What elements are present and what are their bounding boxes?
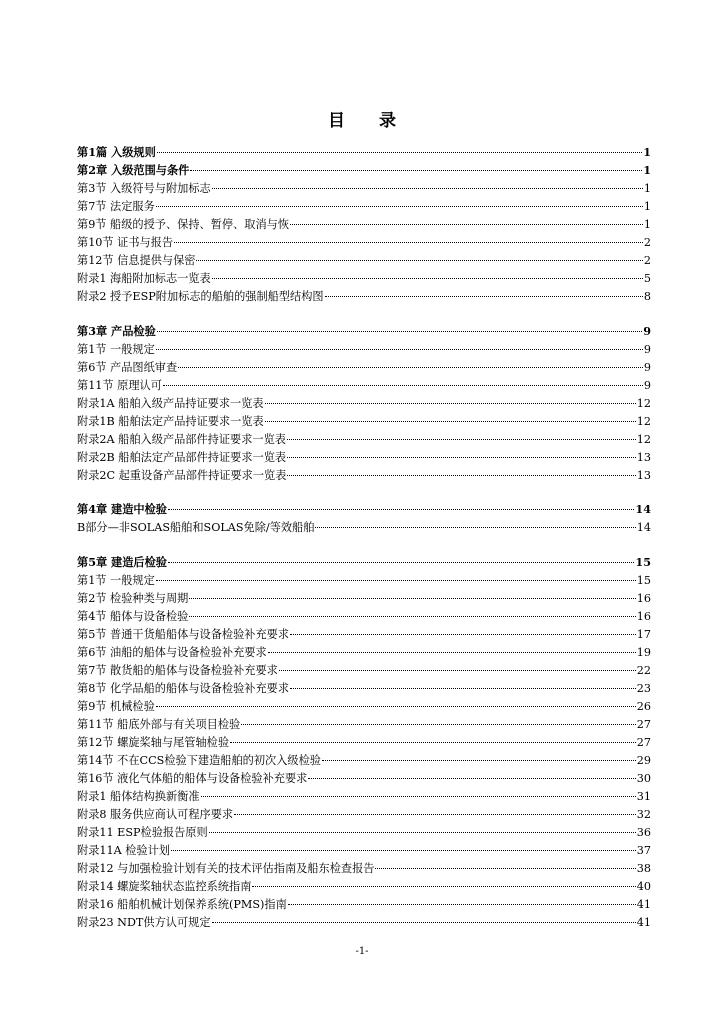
toc-entry[interactable]: [77, 449, 651, 466]
toc-page-number: 29: [636, 754, 651, 767]
toc-page-number: 9: [643, 361, 651, 374]
leader-dots: [201, 796, 636, 797]
toc-entry-title: 第3章 产品检验: [77, 324, 156, 338]
toc-entry[interactable]: [77, 590, 651, 607]
toc-entry-title: 第11节 原理认可: [77, 379, 162, 392]
toc-entry[interactable]: [77, 252, 651, 269]
toc-entry-title: 第7节 法定服务: [77, 200, 155, 213]
toc-entry-title: 附录1 船体结构换新衡准: [77, 790, 200, 803]
toc-page-number: 12: [636, 415, 651, 428]
toc-page-number: 17: [636, 628, 651, 641]
leader-dots: [168, 562, 634, 563]
leader-dots: [196, 260, 642, 261]
toc-page-number: 32: [636, 808, 651, 821]
toc-page-number: 13: [636, 451, 651, 464]
toc-page-number: 2: [643, 236, 651, 249]
toc-entry-title: 附录14 螺旋桨轴状态监控系统指南: [77, 880, 252, 893]
leader-dots: [212, 188, 643, 189]
toc-entry[interactable]: [77, 359, 651, 376]
toc-entry-title: 附录16 船舶机械计划保养系统(PMS)指南: [77, 898, 287, 911]
toc-page-number: 14: [636, 521, 651, 534]
toc-page-number: 8: [643, 290, 651, 303]
toc-entry-title: 附录11 ESP检验报告原则: [77, 826, 208, 839]
toc-entry[interactable]: [77, 914, 651, 931]
toc-entry[interactable]: [77, 395, 651, 412]
toc-entry[interactable]: [77, 824, 651, 841]
toc-entry[interactable]: [77, 270, 651, 287]
toc-page-number: 5: [643, 272, 651, 285]
toc-entry[interactable]: [77, 413, 651, 430]
toc-page-number: 12: [636, 397, 651, 410]
leader-dots: [156, 706, 636, 707]
toc-entry-title: 附录2B 船舶法定产品部件持证要求一览表: [77, 451, 287, 464]
toc-page-number: 12: [636, 433, 651, 446]
toc-page-number: 9: [643, 324, 651, 338]
toc-entry-title: 附录1A 船舶入级产品持证要求一览表: [77, 397, 264, 410]
toc-entry-title: 第8节 化学品船的船体与设备检验补充要求: [77, 682, 290, 695]
toc-entry-title: 第12节 信息提供与保密: [77, 254, 196, 267]
toc-entry[interactable]: [77, 698, 651, 715]
toc-entry[interactable]: [77, 860, 651, 877]
toc-entry-title: 第1节 一般规定: [77, 574, 155, 587]
toc-page-number: 38: [636, 862, 651, 875]
leader-dots: [241, 724, 636, 725]
toc-entry-title: 第4章 建造中检验: [77, 502, 167, 516]
leader-dots: [212, 278, 643, 279]
toc-entry-title: 附录11A 检验计划: [77, 844, 170, 857]
toc-page-number: 22: [636, 664, 651, 677]
toc-page-number: 31: [636, 790, 651, 803]
leader-dots: [268, 652, 636, 653]
toc-entry[interactable]: [77, 626, 651, 643]
toc-entry-title: 第2节 检验种类与周期: [77, 592, 189, 605]
toc-entry[interactable]: [77, 144, 651, 161]
toc-entry[interactable]: [77, 806, 651, 823]
toc-page-number: 16: [636, 592, 651, 605]
toc-page-number: 2: [643, 254, 651, 267]
leader-dots: [290, 688, 636, 689]
leader-dots: [189, 616, 635, 617]
toc-page-number: 36: [636, 826, 651, 839]
toc-page-number: 41: [636, 898, 651, 911]
page-number-footer: -1-: [355, 946, 369, 957]
toc-page-number: 1: [643, 200, 651, 213]
toc-entry[interactable]: [77, 467, 651, 484]
leader-dots: [288, 904, 636, 905]
toc-entry[interactable]: [77, 323, 651, 340]
leader-dots: [287, 475, 635, 476]
toc-page-number: 1: [643, 218, 651, 231]
toc-entry-title: 第11节 船底外部与有关项目检验: [77, 718, 241, 731]
leader-dots: [234, 814, 636, 815]
toc-entry[interactable]: [77, 198, 651, 215]
toc-entry-title: 附录1 海船附加标志一览表: [77, 272, 211, 285]
leader-dots: [209, 832, 636, 833]
toc-entry[interactable]: [77, 662, 651, 679]
toc-entry[interactable]: [77, 770, 651, 787]
toc-entry[interactable]: [77, 180, 651, 197]
toc-entry[interactable]: [77, 788, 651, 805]
toc-entry-title: 附录23 NDT供方认可规定: [77, 916, 211, 929]
toc-entry[interactable]: [77, 644, 651, 661]
leader-dots: [322, 760, 636, 761]
toc-entry[interactable]: [77, 734, 651, 751]
toc-entry-title: 附录8 服务供应商认可程序要求: [77, 808, 234, 821]
toc-entry[interactable]: [77, 288, 651, 305]
toc-entry-title: 第7节 散货船的船体与设备检验补充要求: [77, 664, 278, 677]
leader-dots: [157, 152, 642, 153]
toc-entry-title: 第12节 螺旋桨轴与尾管轴检验: [77, 736, 230, 749]
toc-entry-title: 第3节 入级符号与附加标志: [77, 182, 211, 195]
toc-entry-title: 第10节 证书与报告: [77, 236, 174, 249]
toc-page-number: 16: [636, 610, 651, 623]
leader-dots: [290, 634, 636, 635]
toc-entry-title: 第16节 液化气体船的船体与设备检验补充要求: [77, 772, 308, 785]
toc-page-number: 30: [636, 772, 651, 785]
leader-dots: [174, 242, 643, 243]
toc-page-number: 37: [636, 844, 651, 857]
toc-page-number: 26: [636, 700, 651, 713]
leader-dots: [308, 778, 635, 779]
leader-dots: [287, 457, 636, 458]
toc-entry[interactable]: [77, 878, 651, 895]
toc-page-number: 1: [643, 163, 651, 177]
leader-dots: [163, 385, 643, 386]
toc-entry-title: 第4节 船体与设备检验: [77, 610, 189, 623]
leader-dots: [156, 580, 636, 581]
leader-dots: [290, 224, 643, 225]
toc-entry-title: 第1节 一般规定: [77, 343, 155, 356]
toc-entry-title: 第9节 机械检验: [77, 700, 155, 713]
toc-page-number: 9: [643, 343, 651, 356]
toc-entry-title: 第9节 船级的授予、保持、暂停、取消与恢: [77, 218, 290, 231]
toc-entry[interactable]: [77, 554, 651, 571]
leader-dots: [287, 439, 636, 440]
toc-entry-title: 附录2C 起重设备产品部件持证要求一览表: [77, 469, 287, 482]
toc-entry-title: 第6节 产品图纸审查: [77, 361, 178, 374]
toc-entry-title: 附录12 与加强检验计划有关的技术评估指南及船东检查报告: [77, 862, 375, 875]
toc-entry[interactable]: [77, 608, 651, 625]
toc-entry[interactable]: [77, 519, 651, 536]
toc-entry-title: 第2章 入级范围与条件: [77, 163, 190, 177]
toc-entry[interactable]: [77, 680, 651, 697]
toc-page-number: 1: [643, 145, 651, 159]
leader-dots: [230, 742, 636, 743]
toc-entry-title: B部分—非SOLAS船舶和SOLAS免除/等效船舶: [77, 521, 315, 534]
leader-dots: [212, 922, 636, 923]
toc-entry[interactable]: [77, 752, 651, 769]
toc-entry[interactable]: [77, 341, 651, 358]
toc-entry[interactable]: [77, 162, 651, 179]
toc-entry-title: 附录1B 船舶法定产品持证要求一览表: [77, 415, 264, 428]
toc-entry-title: 第14节 不在CCS检验下建造船舶的初次入级检验: [77, 754, 321, 767]
toc-entry-title: 附录2 授予ESP附加标志的船舶的强制船型结构图: [77, 290, 324, 303]
leader-dots: [265, 421, 636, 422]
leader-dots: [265, 403, 636, 404]
toc-page-number: 14: [635, 502, 651, 516]
toc-page-number: 27: [636, 718, 651, 731]
toc-entry[interactable]: [77, 501, 651, 518]
toc-entry-title: 第5章 建造后检验: [77, 555, 167, 569]
toc-page-number: 23: [636, 682, 651, 695]
toc-entry-title: 第5节 普通干货船船体与设备检验补充要求: [77, 628, 290, 641]
leader-dots: [171, 850, 636, 851]
leader-dots: [189, 598, 635, 599]
leader-dots: [156, 349, 643, 350]
leader-dots: [325, 296, 643, 297]
toc-entry[interactable]: [77, 572, 651, 589]
leader-dots: [375, 868, 635, 869]
leader-dots: [168, 509, 634, 510]
page-title: 目 录: [328, 111, 410, 131]
leader-dots: [315, 527, 635, 528]
toc-entry[interactable]: [77, 234, 651, 251]
leader-dots: [157, 331, 642, 332]
toc-page-number: 15: [635, 555, 651, 569]
toc-entry[interactable]: [77, 431, 651, 448]
toc-page-number: 27: [636, 736, 651, 749]
leader-dots: [156, 206, 643, 207]
leader-dots: [190, 170, 642, 171]
toc-entry[interactable]: [77, 896, 651, 913]
leader-dots: [252, 886, 635, 887]
leader-dots: [279, 670, 636, 671]
toc-page-number: 19: [636, 646, 651, 659]
toc-entry-title: 第6节 油船的船体与设备检验补充要求: [77, 646, 267, 659]
toc-page-number: 1: [643, 182, 651, 195]
toc-page-number: 13: [636, 469, 651, 482]
toc-entry[interactable]: [77, 216, 651, 233]
toc-page-number: 9: [643, 379, 651, 392]
toc-entry[interactable]: [77, 842, 651, 859]
toc-entry-title: 第1篇 入级规则: [77, 145, 156, 159]
toc-entry-title: 附录2A 船舶入级产品部件持证要求一览表: [77, 433, 286, 446]
toc-entry[interactable]: [77, 716, 651, 733]
toc-entry[interactable]: [77, 377, 651, 394]
toc-page-number: 40: [636, 880, 651, 893]
toc-page-number: 41: [636, 916, 651, 929]
leader-dots: [178, 367, 643, 368]
toc-page-number: 15: [636, 574, 651, 587]
